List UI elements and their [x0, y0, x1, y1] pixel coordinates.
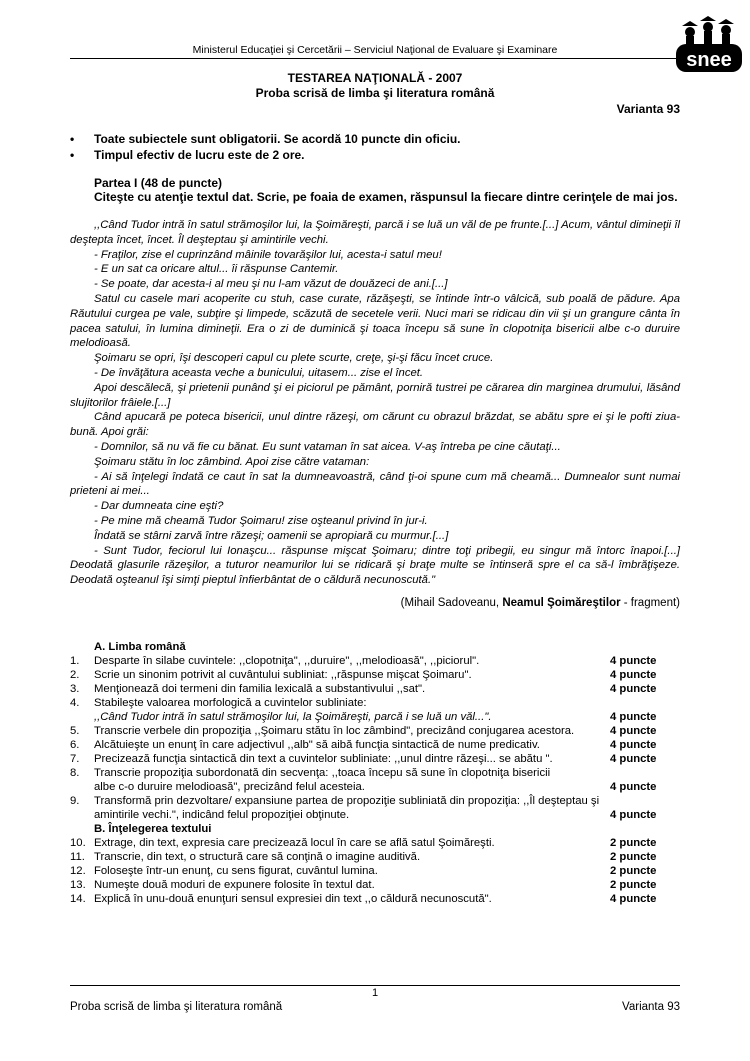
- exercise-item: [70, 850, 680, 864]
- text-paragraph: - De învăţătura aceasta veche a bunicului, uitasem... zise el încet.: [94, 366, 424, 379]
- item-number: 12.: [70, 865, 86, 877]
- part-instruction: Citeşte cu atenţie textul dat. Scrie, pe foaia de examen, răspunsul la fiecare dintre cerinţele de mai jos.: [94, 190, 678, 204]
- source-work: Neamul Şoimăreştilor: [502, 597, 621, 609]
- item-number: 7.: [70, 753, 80, 765]
- exercise-item: [70, 892, 680, 906]
- item-number: 10.: [70, 837, 86, 849]
- exercise-item: [70, 696, 680, 710]
- part-heading: Partea I (48 de puncte): [94, 176, 223, 190]
- text-paragraph: Şoimaru stătu în loc zâmbind. Apoi zise către vataman:: [94, 455, 370, 468]
- item-number: 8.: [70, 767, 80, 779]
- item-points: 4 puncte: [610, 711, 657, 723]
- text-paragraph: - Sunt Tudor, feciorul lui Ionaşcu... răspunse mişcat Şoimaru; dintre toţi pribegii, eu singur mă întorc înapoi.[...] Deodată glasurile răzeşilor, a tuturor neamurilor lui se ridicară şi braţe multe se întinseră spre el ca să-l îmbrăţişeze. Deodată oşteanul îşi simţi pieptul înfierbântat de o căldură necunoscută.": [70, 544, 680, 587]
- item-text: Desparte în silabe cuvintele: ,,clopotniţa", ,,duruire", ,,melodioasă", ,,piciorul".: [94, 655, 480, 667]
- source-author: (Mihail Sadoveanu,: [400, 597, 503, 609]
- footer-variant: Varianta 93: [622, 1001, 680, 1013]
- source-suffix: - fragment): [620, 597, 680, 609]
- exercise-item: [70, 864, 680, 878]
- item-points: 4 puncte: [610, 781, 657, 793]
- footer-title: Proba scrisă de limba şi literatura română: [70, 1001, 283, 1013]
- rule-item: • Toate subiectele sunt obligatorii. Se acordă 10 puncte din oficiu.: [70, 132, 461, 146]
- section-heading-a: A. Limba română: [94, 641, 186, 653]
- text-paragraph: - E un sat ca oricare altul... îi răspunse Cantemir.: [94, 263, 339, 276]
- exercise-item-continued: [70, 808, 680, 822]
- item-points: 4 puncte: [610, 809, 657, 821]
- logo-text: snee: [686, 49, 732, 71]
- item-points: 4 puncte: [610, 683, 657, 695]
- item-number: 2.: [70, 669, 80, 681]
- snee-logo: [668, 16, 744, 74]
- exercise-item-continued: [70, 710, 680, 724]
- exercise-list: [70, 640, 680, 906]
- item-text: amintirile vechi.", indicând felul propoziţiei obţinute.: [94, 809, 350, 821]
- exercise-item-continued: [70, 780, 680, 794]
- exercise-item: [70, 724, 680, 738]
- item-text: Scrie un sinonim potrivit al cuvântului subliniat: ,,răspunse mişcat Şoimaru".: [94, 669, 472, 681]
- item-number: 1.: [70, 655, 80, 667]
- text-paragraph: - Ai să înţelegi îndată ce caut în sat la dumneavoastră, când ţi-oi spune cum mă cheamă... Dumnealor sunt numai prieteni ai mei...: [70, 470, 680, 498]
- item-number: 6.: [70, 739, 80, 751]
- exercise-item: [70, 738, 680, 752]
- item-text: Precizează funcţia sintactică din text a cuvintelor subliniate: ,,unul dintre răzeşi... se abătu ".: [94, 753, 553, 765]
- rule-text: Toate subiectele sunt obligatorii. Se acordă 10 puncte din oficiu.: [94, 132, 461, 146]
- header-divider: [70, 58, 680, 59]
- item-number: 3.: [70, 683, 80, 695]
- text-paragraph: - Dar dumneata cine eşti?: [94, 500, 224, 513]
- rule-item: • Timpul efectiv de lucru este de 2 ore.: [70, 148, 305, 162]
- exercise-item: [70, 794, 680, 808]
- item-text: albe c-o duruire melodioasă", precizând felul acesteia.: [94, 781, 365, 793]
- text-paragraph: - Fraţilor, zise el cuprinzând mâinile tovarăşilor lui, acesta-i satul meu!: [94, 248, 442, 261]
- text-paragraph: Îndată se stârni zarvă între răzeşi; oamenii se apropiară cu murmur.[...]: [94, 529, 449, 542]
- exercise-item: [70, 836, 680, 850]
- item-text: Transcrie propoziţia subordonată din secvenţa: ,,toaca începu să sune în clopotniţa bisericii: [94, 767, 551, 779]
- literary-fragment: [70, 218, 680, 588]
- exam-title: TESTAREA NAŢIONALĂ - 2007: [287, 71, 463, 85]
- item-text: Extrage, din text, expresia care precizează locul în care se află satul Şoimăreşti.: [94, 837, 495, 849]
- text-paragraph: - Se poate, dar acesta-i al meu şi nu l-am văzut de douăzeci de ani.[...]: [94, 278, 448, 291]
- item-points: 2 puncte: [610, 865, 657, 877]
- exercise-item: [70, 668, 680, 682]
- item-text: Foloseşte într-un enunţ, cu sens figurat, cuvântul lumina.: [94, 865, 378, 877]
- page-number: 1: [371, 987, 379, 999]
- item-points: 4 puncte: [610, 725, 657, 737]
- exercise-item: [70, 752, 680, 766]
- item-text: Transformă prin dezvoltare/ expansiune partea de propoziţie subliniată din propoziţia: ,,Îl deşteptau şi: [94, 795, 600, 807]
- item-text: ,,Când Tudor intră în satul strămoşilor lui, la Şoimăreşti, parcă i se luă un văl...".: [94, 711, 492, 723]
- rules-list: [70, 131, 680, 163]
- item-text: Stabileşte valoarea morfologică a cuvintelor subliniate:: [94, 697, 367, 709]
- item-text: Alcătuieşte un enunţ în care adjectivul ,,alb" să aibă funcţia sintactică de nume predicativ.: [94, 739, 540, 751]
- item-points: 4 puncte: [610, 655, 657, 667]
- item-points: 2 puncte: [610, 837, 657, 849]
- text-source: [401, 597, 680, 609]
- text-paragraph: ,,Când Tudor intră în satul strămoşilor lui, la Şoimăreşti, parcă i se luă un văl de pe frunte.[...] Acum, vântul dimineţii îl deştepta încet, încet. Îl deşteptau şi amintirile vechi.: [70, 219, 680, 246]
- item-text: Transcrie, din text, o structură care să conţină o imagine auditivă.: [94, 851, 421, 863]
- item-number: 11.: [70, 851, 85, 863]
- item-number: 5.: [70, 725, 80, 737]
- exam-subtitle: Proba scrisă de limba şi literatura română: [255, 86, 495, 100]
- item-number: 13.: [70, 879, 86, 891]
- text-paragraph: - Pe mine mă cheamă Tudor Şoimaru! zise oşteanul privind în jur-i.: [94, 514, 428, 527]
- exercise-item: [70, 682, 680, 696]
- item-points: 4 puncte: [610, 669, 657, 681]
- rule-text: Timpul efectiv de lucru este de 2 ore.: [94, 148, 305, 162]
- item-text: Numeşte două moduri de expunere folosite în textul dat.: [94, 879, 375, 891]
- item-points: 4 puncte: [610, 893, 657, 905]
- section-heading-b: B. Înţelegerea textului: [94, 823, 212, 835]
- item-points: 2 puncte: [610, 879, 657, 891]
- variant-label: Varianta 93: [616, 102, 680, 116]
- text-paragraph: - Domnilor, să nu vă fie cu bănat. Eu sunt vataman în sat aicea. V-aş întreba pe cine căutaţi...: [94, 440, 561, 453]
- footer-divider: [70, 985, 680, 986]
- item-number: 4.: [70, 697, 80, 709]
- exercise-item: [70, 878, 680, 892]
- ministry-header: Ministerul Educaţiei şi Cercetării – Serviciul Naţional de Evaluare şi Examinare: [192, 44, 558, 56]
- text-paragraph: Satul cu casele mari acoperite cu stuh, case curate, răzăşeşti, se întinde într-o vâlcică, sub poală de pădure. Apa Răutului curgea pe vale, subţire şi limpede, scăzută de secetele verii. Nuci mari se ridicau din vii şi un grangure cânta în pacea satului, în lumina dimineţii. Era o zi de duminică şi toaca începu să sune în clopotniţa bisericii albe c-o duruire melodioasă.: [70, 292, 680, 350]
- item-text: Transcrie verbele din propoziţia ,,Şoimaru stătu în loc zâmbind", precizând conjugarea acestora.: [94, 725, 575, 737]
- text-paragraph: Şoimaru se opri, îşi descoperi capul cu plete scurte, creţe, şi-şi făcu încet cruce.: [94, 352, 494, 365]
- exercise-item: [70, 654, 680, 668]
- item-points: 4 puncte: [610, 739, 657, 751]
- item-text: Explică în unu-două enunţuri sensul expresiei din text ,,o căldură necunoscută".: [94, 893, 492, 905]
- item-number: 9.: [70, 795, 80, 807]
- item-points: 2 puncte: [610, 851, 657, 863]
- item-points: 4 puncte: [610, 753, 657, 765]
- text-paragraph: Când apucară pe poteca bisericii, unul dintre răzeşi, om cărunt cu obrazul brăzdat, se abătu spre ei şi le pofti ziua-bună. Apoi grăi:: [70, 411, 680, 439]
- item-number: 14.: [70, 893, 86, 905]
- exercise-item: [70, 766, 680, 780]
- item-text: Menţionează doi termeni din familia lexicală a substantivului ,,sat".: [94, 683, 426, 695]
- text-paragraph: Apoi descălecă, şi prietenii punând şi ei piciorul pe pământ, porniră tustrei pe cărarea din marginea drumului, lăsând slujitorilor frâiele.[...]: [70, 381, 680, 409]
